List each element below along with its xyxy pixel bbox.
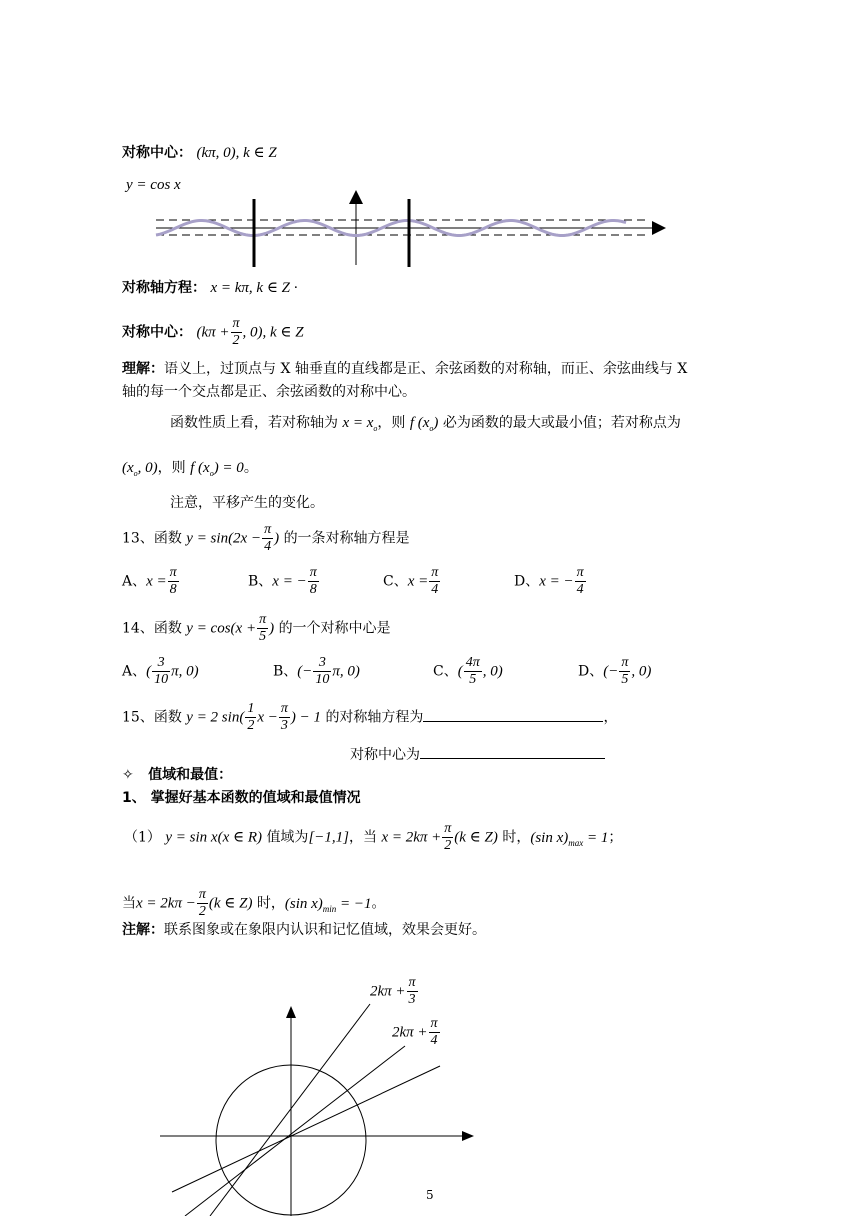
section-title: 值域和最值： bbox=[148, 767, 233, 783]
understanding-line-2: 轴的每一个交点都是正、余弦函数的对称中心。 bbox=[122, 384, 416, 400]
property-math-2: f $(x_o)$ bbox=[409, 415, 439, 433]
q13-suffix: 的一条对称轴方程是 bbox=[283, 530, 410, 547]
pi-over-2-fraction: $\frac{\pi}{2}$ bbox=[232, 316, 240, 348]
range1-fraction: $\frac{\pi}{2}$ bbox=[444, 821, 452, 853]
annotation-label: 注解： bbox=[122, 922, 164, 938]
q13-option-c: C、x = $\frac{\pi}{4}$ bbox=[383, 565, 439, 597]
q15-center-label: 对称中心为 bbox=[350, 747, 420, 763]
q15-suffix: 的对称轴方程为 bbox=[325, 709, 424, 726]
property-line-2 bbox=[122, 459, 258, 483]
symmetry-axis-line bbox=[122, 279, 298, 297]
symmetry-center-label: 对称中心： bbox=[122, 145, 192, 161]
diagram-label-pi-over-3: 2kπ + $\frac{\pi}{3}$ bbox=[370, 975, 416, 1007]
symmetry-center-label-2: 对称中心： bbox=[122, 324, 192, 341]
range2-fraction: $\frac{\pi}{2}$ bbox=[198, 887, 206, 919]
angle-line-pi-over-4 bbox=[185, 1046, 405, 1216]
point-1: 1、 掌握好基本函数的值域和最值情况 bbox=[122, 790, 361, 806]
property-text-a: 函数性质上看，若对称轴为 bbox=[170, 415, 338, 431]
q14-fraction: $\frac{\pi}{5}$ bbox=[259, 612, 267, 644]
property-math-4: f $(x_o) = 0$ bbox=[190, 460, 244, 478]
q14-option-a: A、( $\frac{3}{10}$ π, 0) bbox=[122, 655, 199, 687]
x-axis-arrow-icon bbox=[652, 221, 666, 235]
q15-fraction-1: $\frac{1}{2}$ bbox=[247, 701, 255, 733]
symmetry-axis-math: x = kπ, k ∈ Z · bbox=[210, 280, 298, 296]
property-math-3: ($x_o$, 0) bbox=[122, 460, 158, 478]
q15-prefix: 15、函数 bbox=[122, 709, 182, 726]
q13-math-post: ) bbox=[274, 530, 280, 547]
circle-x-axis-arrow-icon bbox=[462, 1131, 474, 1141]
question-14 bbox=[122, 612, 391, 645]
annotation-line bbox=[122, 921, 486, 939]
q13-math-pre: y = sin(2x − bbox=[186, 530, 262, 547]
diagram-label-pi-over-4: 2kπ + $\frac{\pi}{4}$ bbox=[392, 1016, 438, 1048]
understanding-text-1: 语义上，过顶点与 X 轴垂直的直线都是正、余弦函数的对称轴，而正、余弦曲线与 X bbox=[164, 361, 688, 377]
cos-graph-label: y = cos x bbox=[126, 177, 181, 193]
range-line-2: 当x = 2kπ − $\frac{\pi}{2}$ (k ∈ Z) 时，(sin $x)_{min} = -1$。 bbox=[122, 887, 386, 919]
q13-option-b: B、x = − $\frac{\pi}{8}$ bbox=[248, 565, 317, 597]
property-text-b: ，则 bbox=[377, 415, 406, 431]
y-axis-arrow-icon bbox=[349, 190, 363, 204]
q14-option-b: B、(− $\frac{3}{10}$ π, 0) bbox=[273, 655, 360, 687]
q14-prefix: 14、函数 bbox=[122, 620, 182, 637]
shift-note: 注意，平移产生的变化。 bbox=[170, 495, 324, 511]
question-13 bbox=[122, 522, 410, 555]
property-line-1 bbox=[170, 414, 681, 438]
q14-math-pre: y = cos(x + bbox=[186, 620, 257, 637]
q15-fraction-2: $\frac{\pi}{3}$ bbox=[280, 701, 288, 733]
symmetry-center-line-2 bbox=[122, 316, 304, 349]
diamond-bullet-icon: ✧ bbox=[122, 767, 134, 783]
q13-fraction: $\frac{\pi}{4}$ bbox=[264, 522, 272, 554]
q15-line-2 bbox=[350, 744, 605, 764]
annotation-text: 联系图象或在象限内认识和记忆值域，效果会更好。 bbox=[164, 922, 486, 938]
angle-line-shallow bbox=[172, 1066, 440, 1192]
property-math-1: $x = x_o$ bbox=[342, 415, 378, 433]
q15-math-post: ) − 1 bbox=[290, 709, 321, 726]
q15-math-mid: x − bbox=[257, 709, 278, 726]
symmetry-center-math-post: , 0), k ∈ Z bbox=[242, 324, 304, 341]
range-line-1: （1） y = sin x(x ∈ R) 值域为[−1,1]，当 x = 2kπ + $\frac{\pi}{2}$ (k ∈ Z) 时，(sin $x)_{max} = 1$； bbox=[124, 821, 623, 853]
question-15: 15、函数 y = 2 sin( $\frac{1}{2}$ x − $\frac{\pi}{3}$ ) − 1 的对称轴方程为 ， bbox=[122, 701, 618, 733]
property-text-d: ，则 bbox=[157, 460, 186, 476]
property-text-e: 。 bbox=[243, 460, 258, 476]
unit-circle-diagram bbox=[150, 960, 510, 1216]
symmetry-axis-label: 对称轴方程： bbox=[122, 280, 206, 296]
symmetry-center-line-1 bbox=[122, 144, 277, 162]
understanding-label: 理解： bbox=[122, 361, 164, 377]
q13-prefix: 13、函数 bbox=[122, 530, 182, 547]
circle-y-axis-arrow-icon bbox=[286, 1006, 296, 1018]
q14-option-c: C、( $\frac{4\pi}{5}$ , 0) bbox=[433, 655, 503, 687]
section-heading bbox=[122, 766, 232, 784]
q14-suffix: 的一个对称中心是 bbox=[278, 620, 391, 637]
q13-option-d: D、x = − $\frac{\pi}{4}$ bbox=[514, 565, 584, 597]
q14-option-d: D、(− $\frac{\pi}{5}$ , 0) bbox=[578, 655, 652, 687]
q13-option-a: A、x = $\frac{\pi}{8}$ bbox=[122, 565, 177, 597]
q14-math-post: ) bbox=[269, 620, 275, 637]
page-number: 5 bbox=[426, 1188, 434, 1202]
cos-graph bbox=[150, 185, 670, 270]
symmetry-center-math: (kπ, 0), k ∈ Z bbox=[196, 145, 277, 161]
q15-center-answer-blank[interactable] bbox=[420, 744, 605, 759]
understanding-line-1 bbox=[122, 360, 687, 378]
q15-math-pre: y = 2 sin( bbox=[186, 709, 245, 726]
q15-axis-answer-blank[interactable] bbox=[423, 707, 603, 722]
symmetry-center-math-pre: (kπ + bbox=[196, 324, 230, 341]
property-text-c: 必为函数的最大或最小值；若对称点为 bbox=[442, 415, 681, 431]
